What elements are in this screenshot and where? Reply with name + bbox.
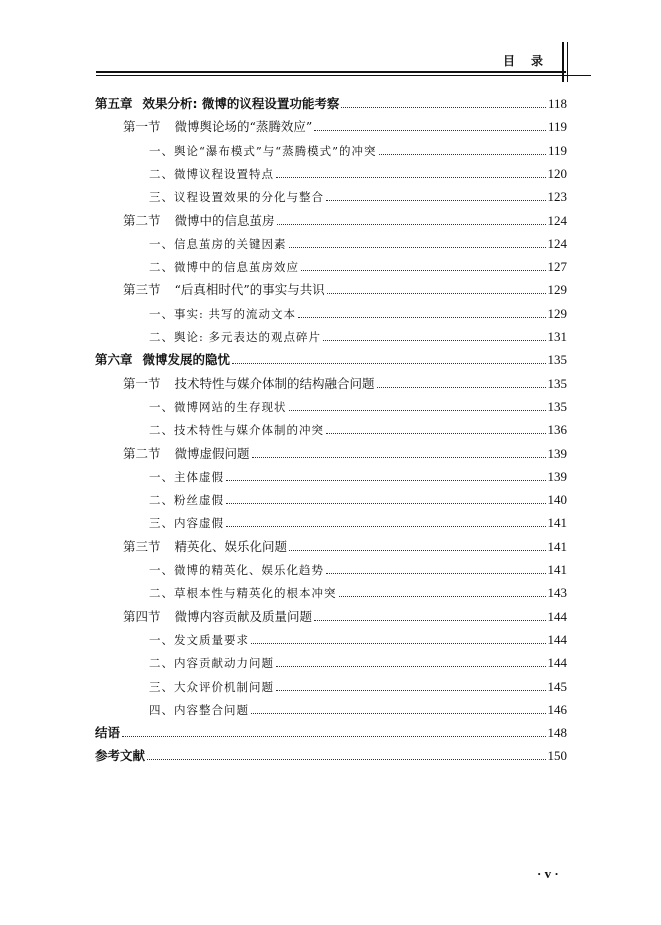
toc-entry-item[interactable] [149, 625, 567, 648]
toc-entry-title: 微博内容贡献及质量问题 [174, 608, 313, 624]
toc-entry-page: 150 [547, 748, 567, 764]
toc-entry-label [149, 655, 274, 671]
toc-entry-page: 127 [547, 259, 567, 275]
toc-entry-label [149, 632, 249, 648]
running-header [0, 42, 661, 82]
toc-entry-label [149, 189, 324, 205]
dot-leader [326, 573, 546, 574]
toc-entry-title: 一、事实: 共写的流动文本 [149, 306, 297, 321]
toc-entry-label [95, 352, 230, 368]
toc-entry-title: 微博发展的隐忧 [142, 352, 231, 368]
header-char-2: 录 [531, 54, 544, 68]
toc-entry-page: 140 [547, 492, 567, 508]
toc-entry-label [149, 236, 287, 252]
toc-entry-label [149, 702, 249, 718]
dot-leader [147, 759, 545, 760]
header-char-1: 目 [503, 54, 516, 68]
dot-leader [327, 293, 546, 294]
dot-leader [289, 410, 546, 411]
toc-entry-page: 131 [547, 329, 567, 344]
toc-entry-title: 二、舆论: 多元表达的观点碎片 [149, 330, 322, 344]
dot-leader [289, 550, 545, 551]
toc-entry-page: 144 [547, 655, 567, 671]
dot-leader [251, 643, 546, 644]
toc-entry-page: 148 [547, 725, 567, 741]
toc-entry-title: 二、内容贡献动力问题 [149, 656, 274, 671]
dot-leader [226, 526, 546, 527]
toc-entry-page: 135 [547, 375, 567, 391]
toc-entry-number: 第三节 [123, 538, 161, 554]
toc-entry-section[interactable] [123, 602, 567, 625]
toc-entry-label [95, 725, 120, 741]
toc-entry-label [149, 562, 324, 578]
toc-entry-item[interactable] [149, 578, 567, 601]
toc-entry-title: 一、主体虚假 [149, 469, 224, 484]
dot-leader [339, 596, 546, 597]
dot-leader [232, 363, 545, 364]
toc-entry-label [149, 679, 274, 695]
dot-leader [314, 130, 546, 131]
toc-entry-page: 144 [547, 608, 567, 624]
toc-entry-page: 135 [547, 352, 567, 368]
toc-entry-label [123, 446, 250, 462]
toc-entry-title: 一、发文质量要求 [149, 632, 249, 647]
toc-entry-label [149, 329, 321, 345]
toc-entry-page: 119 [547, 119, 567, 135]
toc-entry-title: 微博舆论场的“蒸腾效应” [174, 119, 313, 135]
toc-entry-title: 微博虚假问题 [174, 445, 250, 461]
toc-entry-chapter[interactable] [95, 718, 567, 741]
page-number: · v · [537, 866, 559, 881]
toc-entry-label [149, 469, 224, 485]
dot-leader [377, 387, 546, 388]
toc-entry-page: 135 [547, 398, 567, 414]
toc-entry-page: 141 [547, 562, 567, 577]
toc-entry-label [149, 422, 324, 438]
toc-entry-label [123, 376, 375, 392]
toc-entry-label [149, 143, 377, 159]
dot-leader [276, 666, 546, 667]
toc-entry-number: 第四节 [123, 608, 161, 624]
toc-entry-page: 145 [547, 678, 567, 694]
toc-entry-item[interactable] [149, 252, 567, 275]
dot-leader [122, 736, 545, 737]
toc-entry-page: 119 [547, 142, 567, 158]
running-header-title [503, 52, 543, 69]
header-rule-thin [96, 75, 591, 76]
toc-entry-number: 第五章 [95, 96, 133, 111]
dot-leader [341, 107, 546, 108]
toc-entry-item[interactable] [149, 299, 567, 322]
dot-leader [314, 620, 545, 621]
toc-entry-title: 精英化、娱乐化问题 [174, 538, 288, 554]
toc-entry-title: 参考文献 [95, 748, 146, 764]
toc-entry-title: 技术特性与媒介体制的结构融合问题 [174, 375, 375, 391]
toc-entry-section[interactable] [123, 275, 567, 298]
toc-entry-label [149, 306, 296, 322]
dot-leader [379, 154, 546, 155]
dot-leader [226, 480, 546, 481]
toc-entry-page: 129 [547, 282, 567, 298]
dot-leader [301, 270, 546, 271]
toc-entry-title: 结语 [95, 725, 121, 741]
toc-entry-label [95, 748, 145, 764]
dot-leader [326, 200, 546, 201]
toc-entry-chapter[interactable] [95, 345, 567, 368]
toc-entry-item[interactable] [149, 136, 567, 159]
toc-entry-page: 141 [547, 538, 567, 554]
toc-entry-section[interactable] [123, 112, 567, 135]
toc-entry-page: 124 [547, 235, 567, 251]
toc-entry-section[interactable] [123, 532, 567, 555]
toc-entry-section[interactable] [123, 369, 567, 392]
dot-leader [289, 247, 546, 248]
toc-entry-number: 第一节 [123, 375, 161, 391]
toc-entry-label [149, 166, 274, 182]
toc-entry-title: 一、微博的精英化、娱乐化趋势 [149, 563, 324, 577]
toc-entry-label [95, 96, 339, 112]
toc-entry-section[interactable] [123, 206, 567, 229]
toc-entry-title: 二、粉丝虚假 [149, 493, 224, 508]
toc-entry-label [123, 119, 312, 135]
toc-entry-page: 136 [547, 422, 567, 438]
toc-entry-label [149, 585, 337, 601]
header-vertical-bar [562, 42, 564, 82]
toc-entry-title: 一、微博网站的生存现状 [149, 399, 287, 414]
toc-entry-label [123, 282, 325, 298]
toc-entry-title: 一、信息茧房的关键因素 [149, 236, 287, 251]
dot-leader [326, 433, 546, 434]
dot-leader [277, 224, 546, 225]
toc-entry-chapter[interactable] [95, 89, 567, 112]
toc-entry-item[interactable] [149, 648, 567, 671]
toc-entry-page: 124 [547, 212, 567, 228]
toc-entry-page: 143 [547, 585, 567, 601]
toc-entry-page: 139 [547, 445, 567, 461]
toc-entry-item[interactable] [149, 392, 567, 415]
toc-entry-number: 第二节 [123, 212, 161, 228]
toc-entry-title: 一、舆论“瀑布模式”与“蒸腾模式”的冲突 [149, 143, 377, 158]
toc-entry-title: 效果分析: 微博的议程设置功能考察 [142, 96, 340, 111]
toc-entry-item[interactable] [149, 462, 567, 485]
toc-entry-item[interactable] [149, 415, 567, 438]
toc-entry-label [149, 492, 224, 508]
toc-entry-title: 四、内容整合问题 [149, 702, 249, 717]
toc-entry-page: 129 [547, 305, 567, 321]
toc-entry-title: 三、大众评价机制问题 [149, 679, 274, 694]
toc-entry-page: 144 [547, 631, 567, 647]
toc-entry-page: 118 [547, 96, 567, 111]
toc-entry-item[interactable] [149, 229, 567, 252]
toc-entry-page: 139 [547, 468, 567, 484]
toc-entry-item[interactable] [149, 485, 567, 508]
toc-entry-title: “后真相时代”的事实与共识 [174, 282, 325, 298]
dot-leader [276, 177, 546, 178]
header-vertical-bar-thin [567, 42, 568, 82]
toc-entry-number: 第六章 [95, 352, 133, 368]
dot-leader [298, 317, 545, 318]
toc-entry-title: 二、草根本性与精英化的根本冲突 [149, 586, 337, 601]
dot-leader [226, 503, 546, 504]
toc-entry-chapter[interactable] [95, 741, 567, 764]
toc-entry-page: 146 [547, 701, 567, 717]
toc-entry-item[interactable] [149, 695, 567, 718]
toc-entry-item[interactable] [149, 159, 567, 182]
toc-entry-page: 123 [547, 189, 567, 205]
toc-entry-title: 二、技术特性与媒介体制的冲突 [149, 423, 324, 438]
toc-entry-item[interactable] [149, 182, 567, 205]
toc-entry-item[interactable] [149, 508, 567, 531]
toc-entry-item[interactable] [149, 322, 567, 345]
toc-entry-label [123, 213, 275, 229]
toc-entry-label [123, 539, 287, 555]
toc-entry-title: 三、议程设置效果的分化与整合 [149, 190, 324, 205]
toc-entry-title: 微博中的信息茧房 [174, 212, 275, 228]
toc-entry-item[interactable] [149, 672, 567, 695]
dot-leader [323, 340, 545, 341]
toc-entry-page: 141 [547, 515, 567, 531]
toc-entry-title: 三、内容虚假 [149, 516, 224, 531]
dot-leader [252, 457, 546, 458]
toc-entry-page: 120 [547, 165, 567, 181]
toc-entry-label [149, 515, 224, 531]
toc-entry-label [149, 399, 287, 415]
toc-entry-number: 第一节 [123, 119, 161, 135]
toc-entry-section[interactable] [123, 439, 567, 462]
dot-leader [251, 713, 546, 714]
toc-entry-label [149, 259, 299, 275]
toc-entry-label [123, 609, 312, 625]
toc-entry-item[interactable] [149, 555, 567, 578]
header-rule-thick [96, 71, 566, 73]
toc-entry-title: 二、微博议程设置特点 [149, 166, 274, 181]
toc-entry-title: 二、微博中的信息茧房效应 [149, 260, 299, 275]
toc-entry-number: 第三节 [123, 282, 161, 298]
toc-entry-number: 第二节 [123, 445, 161, 461]
dot-leader [276, 690, 546, 691]
